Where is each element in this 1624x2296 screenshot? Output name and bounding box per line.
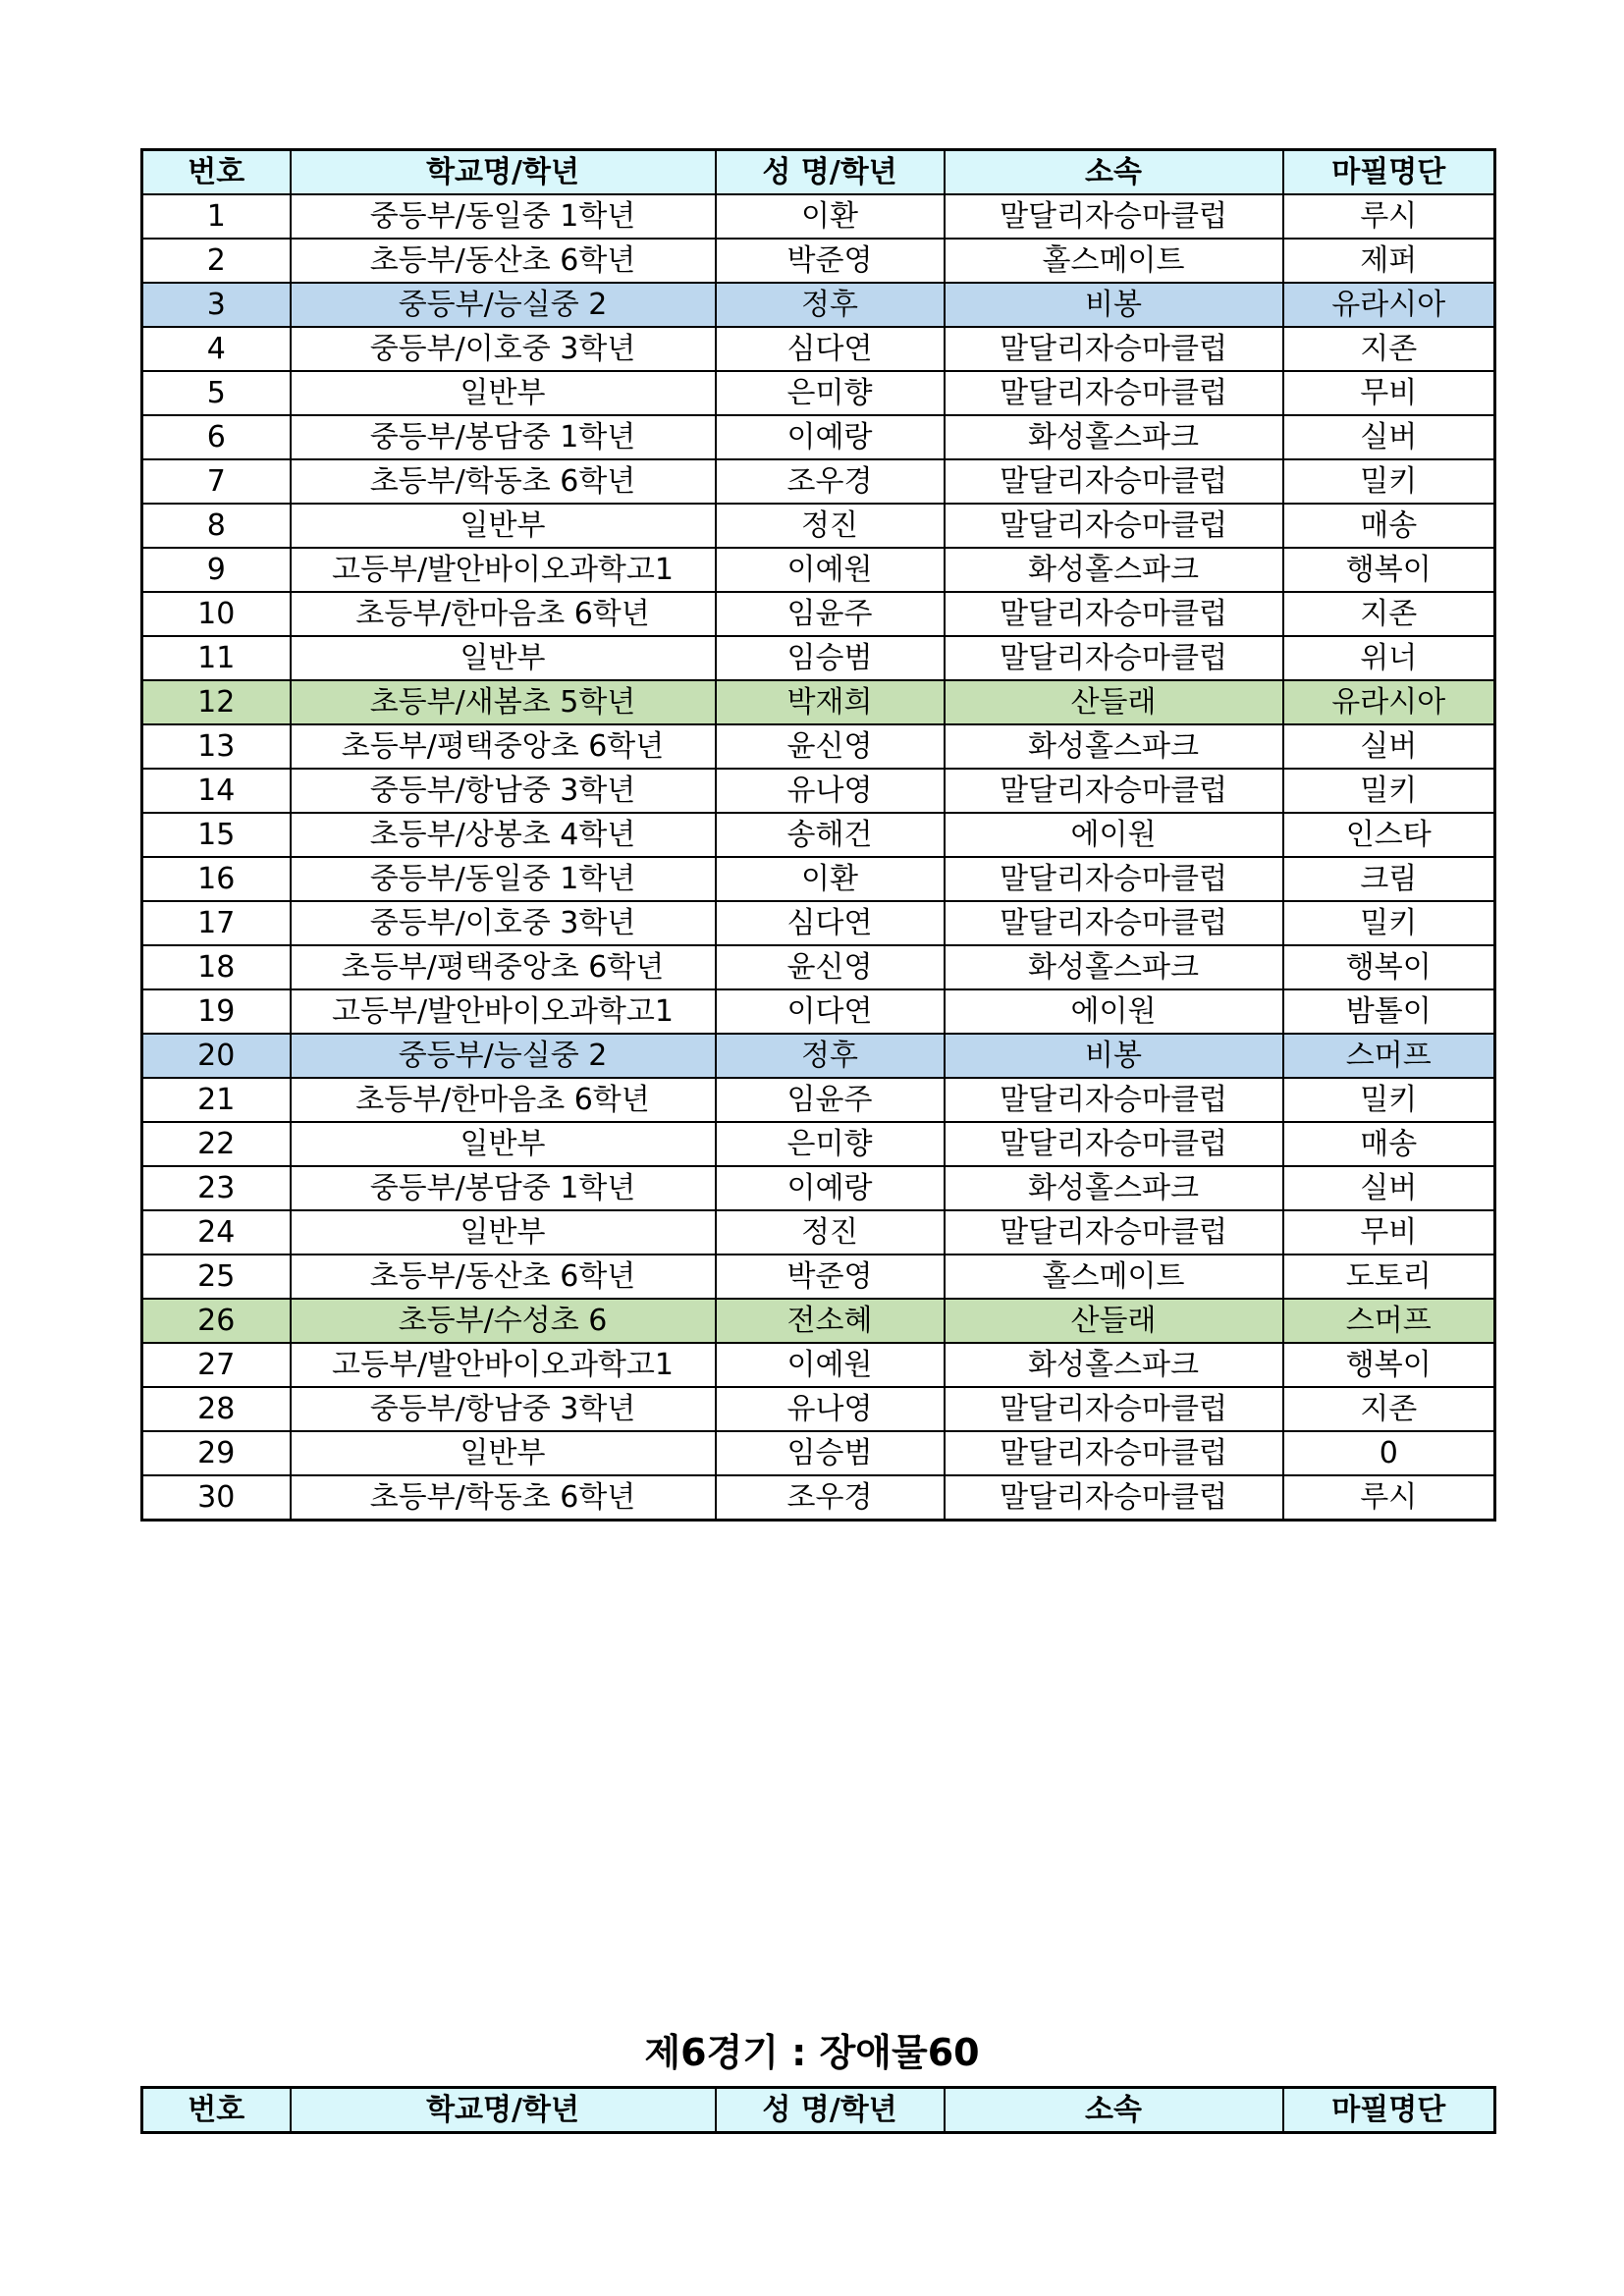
cell-horse: 실버 [1283,415,1495,459]
cell-horse: 행복이 [1283,1343,1495,1387]
cell-school-grade: 초등부/동산초 6학년 [291,1255,716,1299]
header-school-grade: 학교명/학년 [291,150,716,195]
cell-number: 2 [142,239,291,283]
table-row [142,459,1495,504]
cell-number: 16 [142,857,291,901]
cell-school-grade: 중등부/봉담중 1학년 [291,415,716,459]
cell-number: 28 [142,1387,291,1431]
cell-affiliation: 말달리자승마클럽 [945,769,1283,813]
cell-name: 심다연 [716,327,945,371]
cell-name: 임윤주 [716,592,945,636]
cell-horse: 루시 [1283,194,1495,239]
cell-affiliation: 화성홀스파크 [945,548,1283,592]
cell-affiliation: 말달리자승마클럽 [945,327,1283,371]
cell-number: 20 [142,1034,291,1078]
cell-number: 30 [142,1475,291,1521]
header-name-grade: 성 명/학년 [716,2088,945,2133]
cell-affiliation: 말달리자승마클럽 [945,1122,1283,1166]
table-row [142,504,1495,548]
table-row [142,901,1495,945]
table-body [142,194,1495,1521]
cell-school-grade: 중등부/동일중 1학년 [291,194,716,239]
cell-number: 8 [142,504,291,548]
table-row [142,1166,1495,1210]
cell-school-grade: 초등부/한마음초 6학년 [291,592,716,636]
cell-name: 정후 [716,283,945,327]
table-row [142,548,1495,592]
cell-school-grade: 일반부 [291,1431,716,1475]
cell-school-grade: 중등부/항남중 3학년 [291,769,716,813]
cell-name: 심다연 [716,901,945,945]
cell-school-grade: 고등부/발안바이오과학고1 [291,548,716,592]
cell-number: 25 [142,1255,291,1299]
cell-horse: 밀키 [1283,769,1495,813]
table-row [142,1255,1495,1299]
table-row [142,857,1495,901]
cell-school-grade: 중등부/항남중 3학년 [291,1387,716,1431]
table-row [142,1299,1495,1343]
cell-affiliation: 말달리자승마클럽 [945,1387,1283,1431]
cell-horse: 무비 [1283,371,1495,415]
cell-number: 22 [142,1122,291,1166]
cell-school-grade: 중등부/이호중 3학년 [291,901,716,945]
cell-horse: 밀키 [1283,1078,1495,1122]
cell-school-grade: 초등부/평택중앙초 6학년 [291,945,716,989]
cell-affiliation: 화성홀스파크 [945,1343,1283,1387]
cell-name: 이예원 [716,1343,945,1387]
cell-name: 이예원 [716,548,945,592]
cell-name: 조우경 [716,1475,945,1521]
cell-name: 이환 [716,857,945,901]
table-row [142,1475,1495,1521]
cell-horse: 위너 [1283,636,1495,680]
cell-number: 12 [142,680,291,724]
cell-school-grade: 초등부/학동초 6학년 [291,459,716,504]
cell-school-grade: 중등부/능실중 2 [291,1034,716,1078]
cell-horse: 밀키 [1283,901,1495,945]
table-row [142,327,1495,371]
cell-horse: 크림 [1283,857,1495,901]
cell-name: 전소혜 [716,1299,945,1343]
cell-number: 6 [142,415,291,459]
cell-number: 9 [142,548,291,592]
cell-school-grade: 일반부 [291,371,716,415]
cell-affiliation: 말달리자승마클럽 [945,636,1283,680]
cell-name: 윤신영 [716,724,945,769]
cell-number: 24 [142,1210,291,1255]
table-row [142,680,1495,724]
cell-school-grade: 초등부/한마음초 6학년 [291,1078,716,1122]
cell-affiliation: 화성홀스파크 [945,415,1283,459]
cell-name: 임윤주 [716,1078,945,1122]
cell-school-grade: 고등부/발안바이오과학고1 [291,1343,716,1387]
cell-horse: 유라시아 [1283,680,1495,724]
cell-horse: 행복이 [1283,548,1495,592]
cell-number: 4 [142,327,291,371]
cell-name: 유나영 [716,769,945,813]
cell-affiliation: 말달리자승마클럽 [945,592,1283,636]
header-school-grade: 학교명/학년 [291,2088,716,2133]
table-row [142,813,1495,857]
cell-number: 3 [142,283,291,327]
cell-affiliation: 화성홀스파크 [945,1166,1283,1210]
cell-affiliation: 산들래 [945,680,1283,724]
table-row [142,945,1495,989]
cell-affiliation: 말달리자승마클럽 [945,1078,1283,1122]
cell-name: 임승범 [716,636,945,680]
cell-horse: 밤톨이 [1283,989,1495,1034]
cell-affiliation: 말달리자승마클럽 [945,504,1283,548]
cell-horse: 밀키 [1283,459,1495,504]
cell-name: 유나영 [716,1387,945,1431]
cell-affiliation: 말달리자승마클럽 [945,857,1283,901]
cell-name: 정진 [716,1210,945,1255]
cell-name: 조우경 [716,459,945,504]
cell-name: 정후 [716,1034,945,1078]
cell-affiliation: 말달리자승마클럽 [945,1210,1283,1255]
cell-name: 박재희 [716,680,945,724]
table-row [142,283,1495,327]
cell-affiliation: 말달리자승마클럽 [945,459,1283,504]
table-row [142,989,1495,1034]
cell-horse: 스머프 [1283,1299,1495,1343]
section-title: 제6경기 : 장애물60 [644,2031,980,2074]
cell-name: 은미향 [716,1122,945,1166]
cell-school-grade: 초등부/평택중앙초 6학년 [291,724,716,769]
cell-number: 26 [142,1299,291,1343]
cell-number: 10 [142,592,291,636]
cell-affiliation: 화성홀스파크 [945,724,1283,769]
cell-name: 이환 [716,194,945,239]
table-row [142,1122,1495,1166]
cell-horse: 무비 [1283,1210,1495,1255]
table-header-row [142,150,1495,195]
cell-affiliation: 홀스메이트 [945,1255,1283,1299]
cell-school-grade: 고등부/발안바이오과학고1 [291,989,716,1034]
cell-number: 14 [142,769,291,813]
cell-school-grade: 일반부 [291,504,716,548]
header-name-grade: 성 명/학년 [716,150,945,195]
header-number: 번호 [142,150,291,195]
header-horse: 마필명단 [1283,150,1495,195]
cell-number: 29 [142,1431,291,1475]
cell-horse: 실버 [1283,724,1495,769]
table-row [142,724,1495,769]
cell-number: 7 [142,459,291,504]
cell-horse: 행복이 [1283,945,1495,989]
table-header-row [142,2088,1495,2133]
cell-name: 이예랑 [716,415,945,459]
cell-name: 이예랑 [716,1166,945,1210]
header-number: 번호 [142,2088,291,2133]
cell-name: 송해건 [716,813,945,857]
cell-affiliation: 에이원 [945,989,1283,1034]
cell-affiliation: 말달리자승마클럽 [945,1431,1283,1475]
cell-horse: 지존 [1283,1387,1495,1431]
cell-horse: 루시 [1283,1475,1495,1521]
cell-horse: 인스타 [1283,813,1495,857]
cell-horse: 유라시아 [1283,283,1495,327]
table-row [142,371,1495,415]
cell-name: 윤신영 [716,945,945,989]
table-row [142,1210,1495,1255]
cell-number: 5 [142,371,291,415]
cell-affiliation: 말달리자승마클럽 [945,1475,1283,1521]
cell-number: 13 [142,724,291,769]
cell-school-grade: 초등부/동산초 6학년 [291,239,716,283]
cell-school-grade: 중등부/이호중 3학년 [291,327,716,371]
entry-table [140,148,1496,1522]
cell-number: 15 [142,813,291,857]
cell-number: 1 [142,194,291,239]
cell-affiliation: 비봉 [945,1034,1283,1078]
table-row [142,1343,1495,1387]
cell-name: 임승범 [716,1431,945,1475]
cell-number: 19 [142,989,291,1034]
cell-school-grade: 일반부 [291,1210,716,1255]
table-row [142,1387,1495,1431]
table-row [142,592,1495,636]
cell-school-grade: 초등부/상봉초 4학년 [291,813,716,857]
cell-school-grade: 초등부/새봄초 5학년 [291,680,716,724]
cell-affiliation: 말달리자승마클럽 [945,194,1283,239]
cell-school-grade: 중등부/봉담중 1학년 [291,1166,716,1210]
table-row [142,239,1495,283]
cell-horse: 제퍼 [1283,239,1495,283]
cell-number: 18 [142,945,291,989]
cell-affiliation: 화성홀스파크 [945,945,1283,989]
cell-affiliation: 말달리자승마클럽 [945,371,1283,415]
cell-name: 정진 [716,504,945,548]
cell-affiliation: 산들래 [945,1299,1283,1343]
cell-horse: 실버 [1283,1166,1495,1210]
cell-number: 17 [142,901,291,945]
cell-horse: 지존 [1283,327,1495,371]
table-row [142,415,1495,459]
cell-horse: 매송 [1283,504,1495,548]
cell-horse: 지존 [1283,592,1495,636]
header-affiliation: 소속 [945,150,1283,195]
table-row [142,1078,1495,1122]
cell-name: 은미향 [716,371,945,415]
cell-horse: 스머프 [1283,1034,1495,1078]
table-row [142,769,1495,813]
cell-affiliation: 에이원 [945,813,1283,857]
cell-name: 박준영 [716,239,945,283]
cell-affiliation: 홀스메이트 [945,239,1283,283]
cell-name: 박준영 [716,1255,945,1299]
header-affiliation: 소속 [945,2088,1283,2133]
cell-school-grade: 일반부 [291,636,716,680]
table-row [142,1431,1495,1475]
cell-school-grade: 일반부 [291,1122,716,1166]
cell-horse: 0 [1283,1431,1495,1475]
table-row [142,1034,1495,1078]
table-row [142,636,1495,680]
cell-number: 11 [142,636,291,680]
cell-horse: 도토리 [1283,1255,1495,1299]
cell-school-grade: 초등부/수성초 6 [291,1299,716,1343]
cell-school-grade: 중등부/능실중 2 [291,283,716,327]
header-horse: 마필명단 [1283,2088,1495,2133]
cell-number: 23 [142,1166,291,1210]
table-row [142,194,1495,239]
cell-affiliation: 말달리자승마클럽 [945,901,1283,945]
cell-school-grade: 중등부/동일중 1학년 [291,857,716,901]
cell-school-grade: 초등부/학동초 6학년 [291,1475,716,1521]
cell-affiliation: 비봉 [945,283,1283,327]
entry-table-2 [140,2086,1496,2134]
cell-number: 21 [142,1078,291,1122]
cell-horse: 매송 [1283,1122,1495,1166]
cell-number: 27 [142,1343,291,1387]
cell-name: 이다연 [716,989,945,1034]
